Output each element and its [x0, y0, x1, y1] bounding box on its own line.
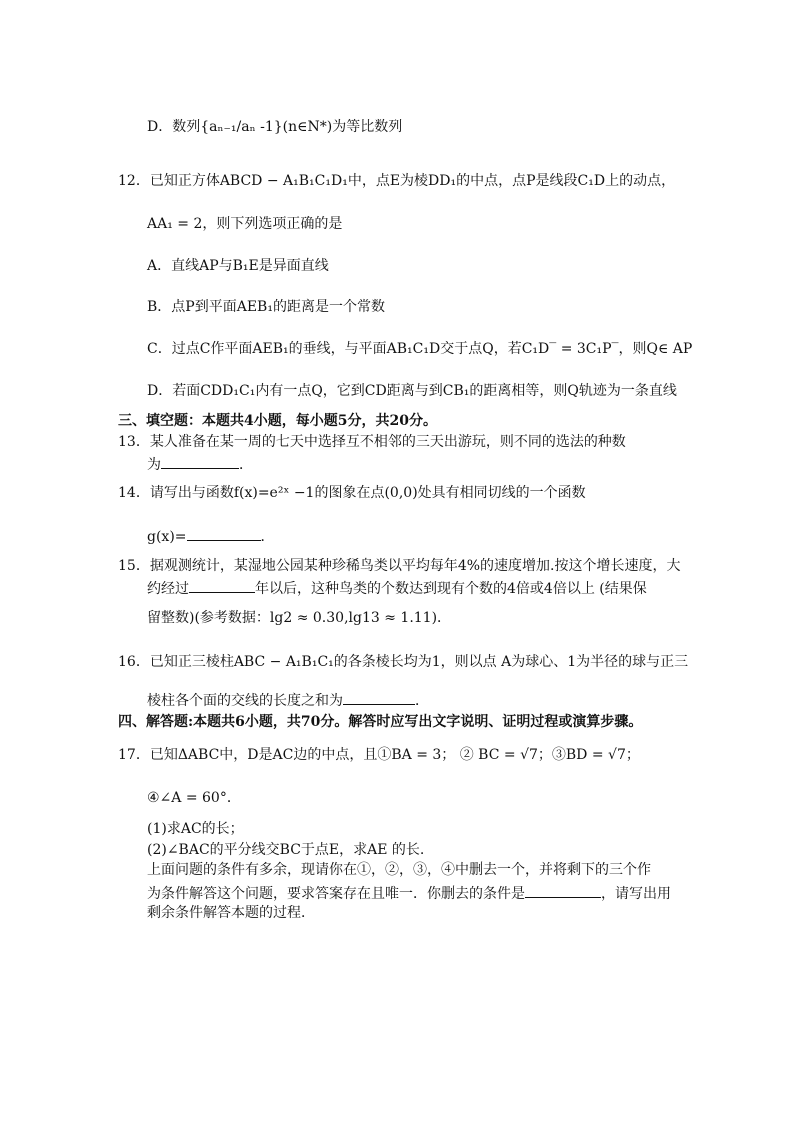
question-17-condition-4: ④∠A = 60°． — [147, 790, 241, 806]
question-14-stem: 14．请写出与函数f(x)=e²ˣ −1的图象在点(0,0)处具有相同切线的一个函数 — [118, 485, 586, 501]
q16-prefix: 棱柱各个面的交线的长度之和为 — [147, 693, 343, 709]
question-17-instruction-1: 上面问题的条件有多余，现请你在①，②，③，④中删去一个，并将剩下的三个作 — [147, 862, 651, 878]
question-13-stem: 13．某人准备在某一周的七天中选择互不相邻的三天出游玩，则不同的选法的种数 — [118, 434, 626, 450]
q15-prefix: 约经过 — [147, 581, 189, 597]
question-16-stem: 16．已知正三棱柱ABC − A₁B₁C₁的各条棱长均为1，则以点 A为球心、1为半径的球与正三 — [118, 654, 689, 670]
q13-answer-blank[interactable] — [161, 454, 239, 469]
question-15-stem: 15．据观测统计，某湿地公园某种珍稀鸟类以平均每年4%的速度增加.按这个增长速度，大 — [118, 558, 681, 574]
question-15-reference: 留整数)(参考数据：lg2 ≈ 0.30,lg13 ≈ 1.11)． — [147, 610, 452, 626]
option-12b: B．点P到平面AEB₁的距离是一个常数 — [147, 299, 385, 315]
q17-prefix: 为条件解答这个问题，要求答案存在且唯一．你删去的条件是 — [147, 886, 525, 902]
q13-prefix: 为 — [147, 457, 161, 473]
q15-answer-blank[interactable] — [189, 578, 255, 593]
question-17-part-1: (1)求AC的长； — [147, 821, 244, 837]
question-17-instruction-3: 剩余条件解答本题的过程． — [147, 905, 315, 921]
question-15-answer-line — [147, 578, 647, 598]
option-12a: A．直线AP与B₁E是异面直线 — [147, 258, 329, 274]
q15-suffix: 年以后，这种鸟类的个数达到现有个数的4倍或4倍以上 (结果保 — [255, 581, 647, 597]
q14-suffix: ． — [260, 529, 275, 545]
question-12-condition: AA₁ = 2，则下列选项正确的是 — [147, 216, 343, 232]
question-13-answer-line — [147, 454, 253, 474]
question-16-answer-line — [147, 690, 429, 710]
q14-answer-blank[interactable] — [187, 526, 261, 541]
section-3-heading: 三、填空题：本题共4小题，每小题5分，共20分。 — [118, 413, 437, 429]
option-12d: D．若面CDD₁C₁内有一点Q，它到CD距离与到CB₁的距离相等，则Q轨迹为一条直线 — [147, 383, 677, 399]
question-17-part-2: (2)∠BAC的平分线交BC于点E，求AE 的长. — [147, 842, 425, 858]
question-14-answer-line — [147, 526, 275, 546]
question-17-instruction-2 — [147, 883, 671, 903]
q14-prefix: g(x)= — [147, 529, 187, 545]
q16-answer-blank[interactable] — [343, 690, 415, 705]
q17-suffix: ，请写出用 — [601, 886, 671, 902]
question-12-stem: 12．已知正方体ABCD − A₁B₁C₁D₁中，点E为棱DD₁的中点，点P是线段C₁D上的动点， — [118, 173, 676, 189]
section-4-heading: 四、解答题:本题共6小题，共70分。解答时应写出文字说明、证明过程或演算步骤。 — [118, 714, 643, 730]
question-17-stem: 17．已知ΔABC中，D是AC边的中点，且①BA = 3； ② BC = √7；③BD = √7； — [118, 747, 640, 763]
q16-suffix: ． — [415, 693, 429, 709]
option-11d: D．数列{aₙ₋₁/aₙ -1}(n∈N*)为等比数列 — [147, 119, 403, 135]
q13-suffix: ． — [239, 457, 253, 473]
q17-answer-blank[interactable] — [525, 883, 601, 898]
option-12c: C．过点C作平面AEB₁的垂线，与平面AB₁C₁D交于点Q，若C₁D‾ = 3C₁P‾，则Q∈ AP — [147, 341, 693, 357]
